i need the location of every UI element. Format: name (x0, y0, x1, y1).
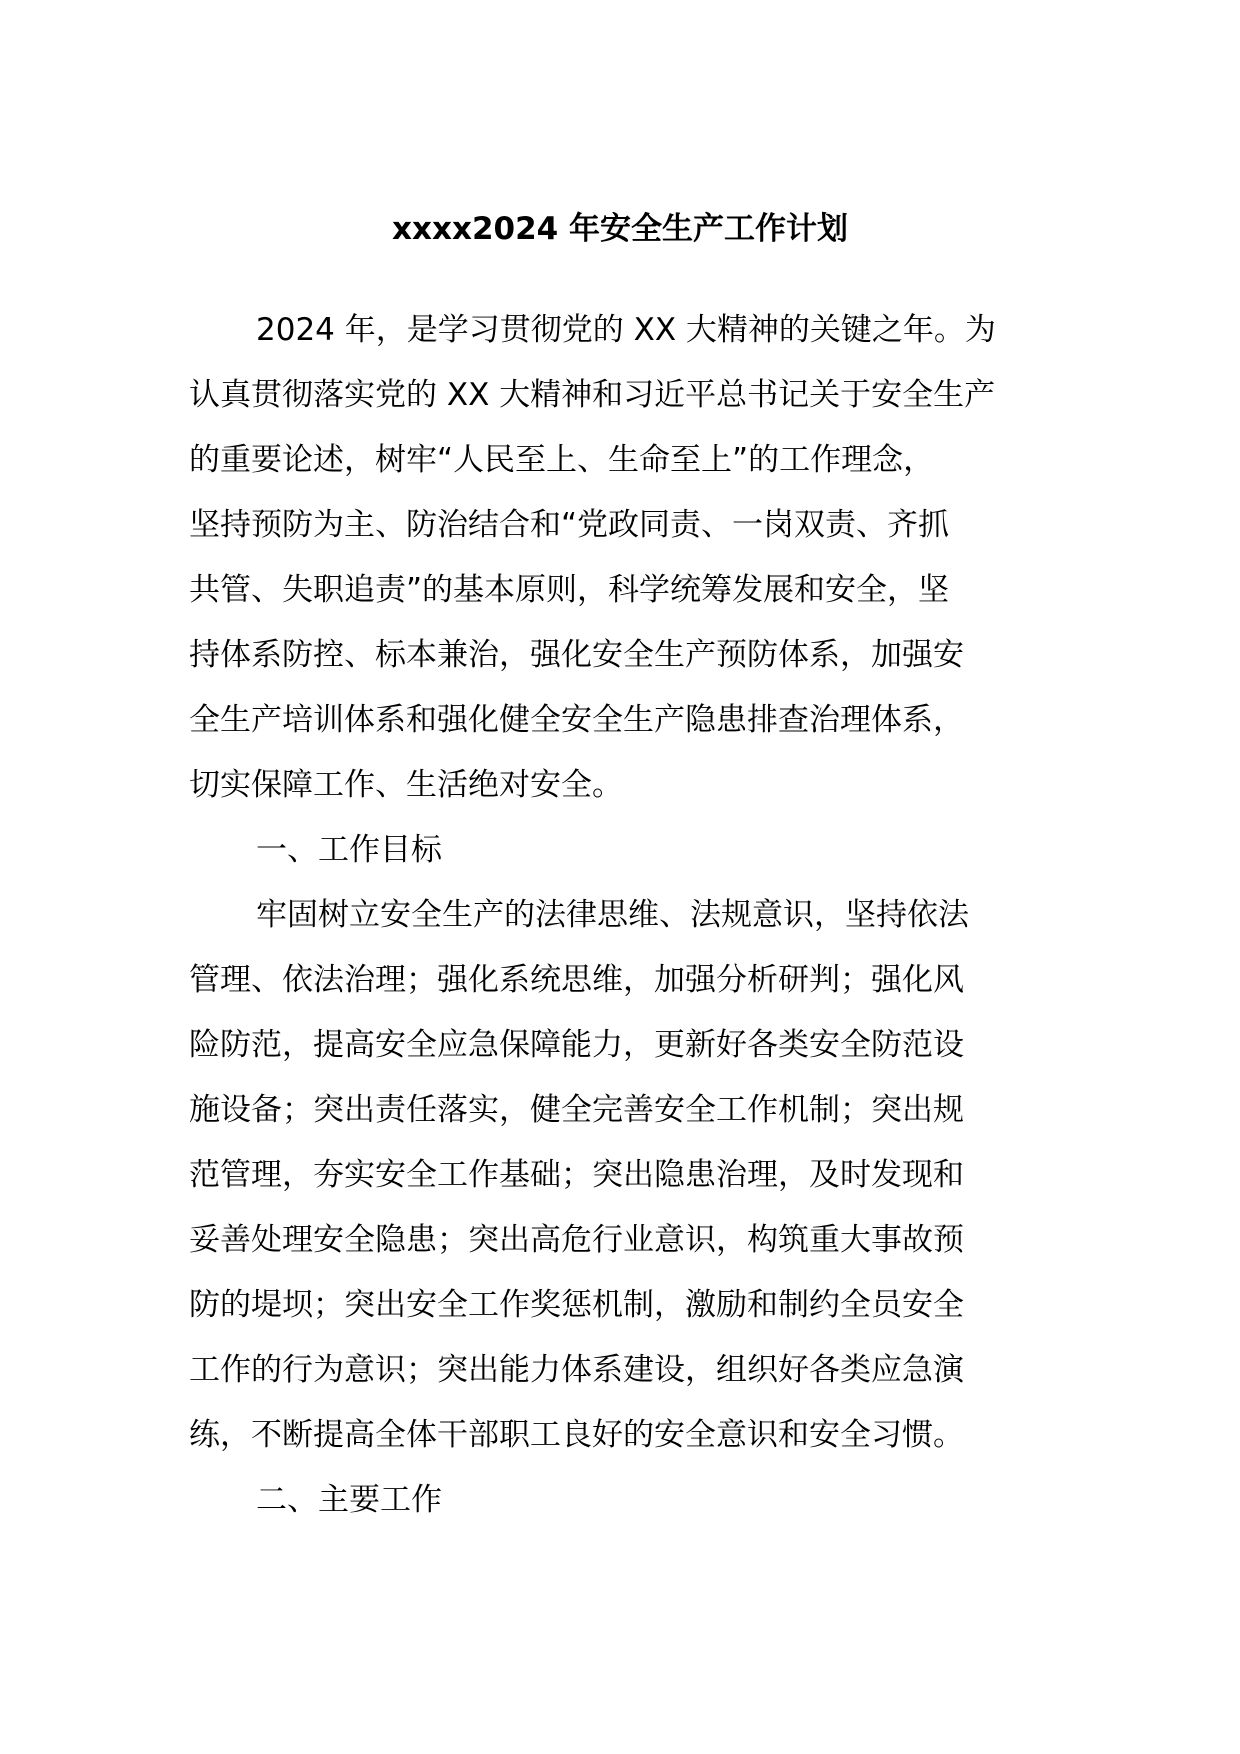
section-heading-goals: 一、工作目标 (256, 832, 442, 868)
paragraph-line: 共管、失职追责”的基本原则，科学统筹发展和安全，坚 (189, 572, 950, 608)
paragraph-line: 2024 年，是学习贯彻党的 XX 大精神的关键之年。为 (256, 312, 996, 348)
paragraph-line: 认真贯彻落实党的 XX 大精神和习近平总书记关于安全生产 (189, 377, 996, 413)
paragraph-line: 管理、依法治理；强化系统思维，加强分析研判；强化风 (189, 962, 964, 998)
section-heading-main-work: 二、主要工作 (256, 1482, 442, 1518)
paragraph-line: 全生产培训体系和强化健全安全生产隐患排查治理体系， (189, 702, 964, 738)
paragraph-line: 坚持预防为主、防治结合和“党政同责、一岗双责、齐抓 (189, 507, 950, 543)
paragraph-line: 切实保障工作、生活绝对安全。 (189, 767, 623, 803)
paragraph-line: 防的堤坝；突出安全工作奖惩机制，激励和制约全员安全 (189, 1287, 964, 1323)
paragraph-line: 范管理，夯实安全工作基础；突出隐患治理，及时发现和 (189, 1157, 964, 1193)
paragraph-line: 施设备；突出责任落实，健全完善安全工作机制；突出规 (189, 1092, 964, 1128)
paragraph-line: 牢固树立安全生产的法律思维、法规意识，坚持依法 (256, 897, 969, 933)
paragraph-line: 持体系防控、标本兼治，强化安全生产预防体系，加强安 (189, 637, 964, 673)
paragraph-line: 练，不断提高全体干部职工良好的安全意识和安全习惯。 (189, 1417, 964, 1453)
paragraph-line: 工作的行为意识；突出能力体系建设，组织好各类应急演 (189, 1352, 964, 1388)
paragraph-line: 险防范，提高安全应急保障能力，更新好各类安全防范设 (189, 1027, 964, 1063)
paragraph-line: 的重要论述，树牢“人民至上、生命至上”的工作理念， (189, 442, 935, 478)
document-title: xxxx2024 年安全生产工作计划 (391, 211, 849, 247)
paragraph-line: 妥善处理安全隐患；突出高危行业意识，构筑重大事故预 (189, 1222, 964, 1258)
